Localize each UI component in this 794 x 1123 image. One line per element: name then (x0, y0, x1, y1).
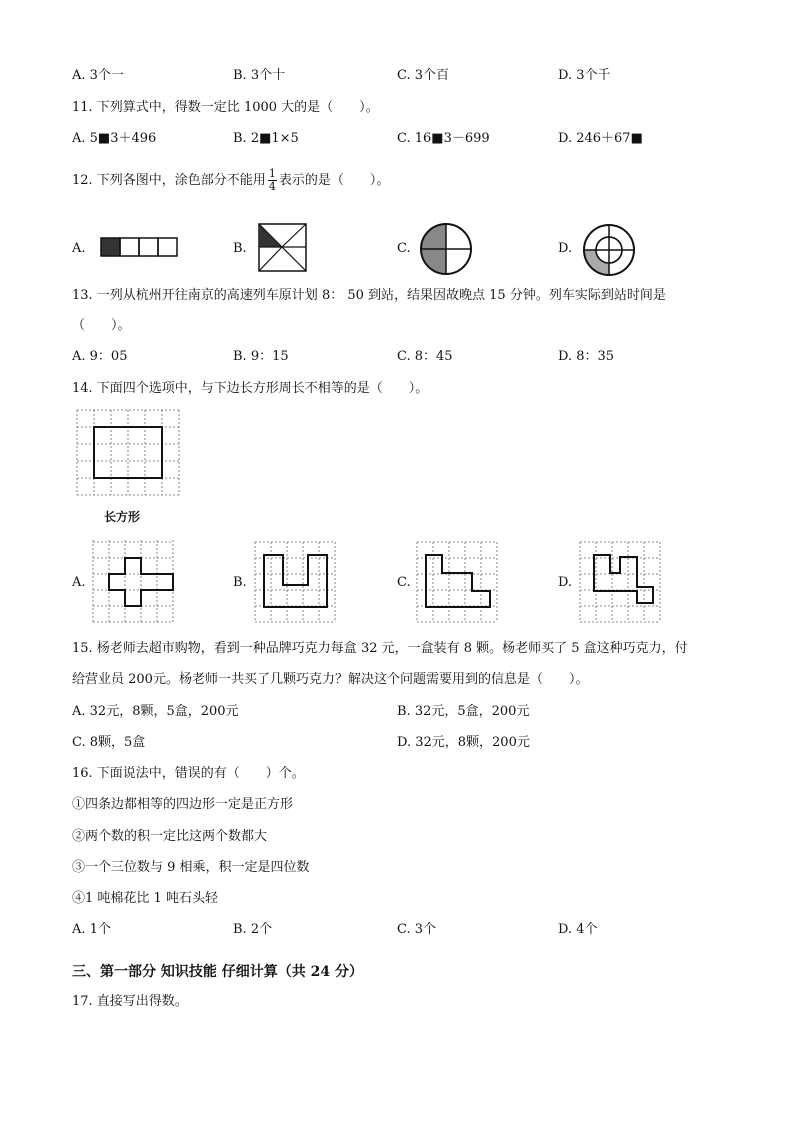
q15-option-d: D. 32元，8颗，200元 (397, 735, 530, 750)
q14-label-d: D. (558, 575, 573, 590)
q11-option-a: A. 5■3＋496 (72, 131, 157, 146)
q13-option-d: D. 8：35 (558, 349, 615, 364)
q17-stem: 17. 直接写出得数。 (72, 994, 188, 1009)
q12-stem-after: 表示的是（ ）。 (278, 173, 390, 188)
q15-option-c: C. 8颗，5盒 (72, 735, 146, 750)
fraction-numerator: 1 (268, 167, 276, 180)
q12-figure-a-bar (100, 237, 180, 257)
q10-option-b: B. 3个十 (233, 68, 286, 83)
fraction-one-quarter (268, 168, 277, 193)
q10-option-d: D. 3个千 (558, 68, 611, 83)
q14-figure-c-staircase (416, 539, 502, 625)
q14-label-b: B. (233, 575, 247, 590)
q10-option-c: C. 3个百 (397, 68, 450, 83)
q16-stem: 16. 下面说法中，错误的有（ ）个。 (72, 766, 305, 781)
q14-reference-rectangle-grid (76, 409, 182, 497)
q11-option-d: D. 246＋67■ (558, 131, 643, 146)
q12-stem (72, 168, 389, 193)
q12-figure-c-circle (418, 221, 474, 277)
q13-stem-line2: （ ）。 (72, 318, 131, 333)
q16-statement-4: ④1 吨棉花比 1 吨石头轻 (72, 891, 218, 906)
q16-option-a: A. 1个 (72, 922, 111, 937)
q13-stem-line1: 13. 一列从杭州开往南京的高速列车原计划 8： 50 到站，结果因故晚点 15 分钟。列车实际到站时间是 (72, 288, 666, 303)
q11-stem: 11. 下列算式中，得数一定比 1000 大的是（ ）。 (72, 100, 379, 115)
q10-option-a: A. 3个一 (72, 68, 124, 83)
q12-stem-before: 12. 下列各图中，涂色部分不能用 (72, 173, 266, 188)
q14-stem: 14. 下面四个选项中，与下边长方形周长不相等的是（ ）。 (72, 381, 429, 396)
section-three-heading: 三、第一部分 知识技能 仔细计算（共 24 分） (72, 964, 363, 980)
q14-label-c: C. (397, 575, 411, 590)
q16-statement-1: ①四条边都相等的四边形一定是正方形 (72, 797, 294, 812)
q12-label-b: B. (233, 241, 247, 256)
q16-option-c: C. 3个 (397, 922, 437, 937)
q14-label-a: A. (72, 575, 86, 590)
q15-option-b: B. 32元，5盒，200元 (397, 704, 530, 719)
q11-option-b: B. 2■1×5 (233, 131, 299, 146)
q14-figure-a-cross (92, 539, 182, 625)
q12-label-d: D. (558, 241, 573, 256)
q12-figure-d-rings (580, 221, 638, 279)
fraction-denominator: 4 (268, 180, 276, 193)
q12-label-c: C. (397, 241, 411, 256)
q13-option-a: A. 9：05 (72, 349, 128, 364)
q11-option-c: C. 16■3－699 (397, 131, 490, 146)
q12-label-a: A. (72, 241, 86, 256)
q15-option-a: A. 32元，8颗，5盒，200元 (72, 704, 239, 719)
q13-option-b: B. 9：15 (233, 349, 289, 364)
q15-stem-line1: 15. 杨老师去超市购物，看到一种品牌巧克力每盒 32 元，一盒装有 8 颗。杨老师买了 5 盒这种巧克力，付 (72, 641, 688, 656)
q12-figure-b-square (257, 222, 309, 274)
q16-statement-3: ③一个三位数与 9 相乘，积一定是四位数 (72, 860, 310, 875)
q16-option-d: D. 4个 (558, 922, 598, 937)
q13-option-c: C. 8：45 (397, 349, 453, 364)
q16-option-b: B. 2个 (233, 922, 273, 937)
q14-figure-d-zigzag (579, 539, 665, 625)
q14-rectangle-caption: 长方形 (104, 510, 141, 524)
q16-statement-2: ②两个数的积一定比这两个数都大 (72, 829, 268, 844)
q15-stem-line2: 给营业员 200元。杨老师一共买了几颗巧克力？解决这个问题需要用到的信息是（ ）。 (72, 672, 589, 687)
q14-figure-b-notched (254, 539, 340, 625)
